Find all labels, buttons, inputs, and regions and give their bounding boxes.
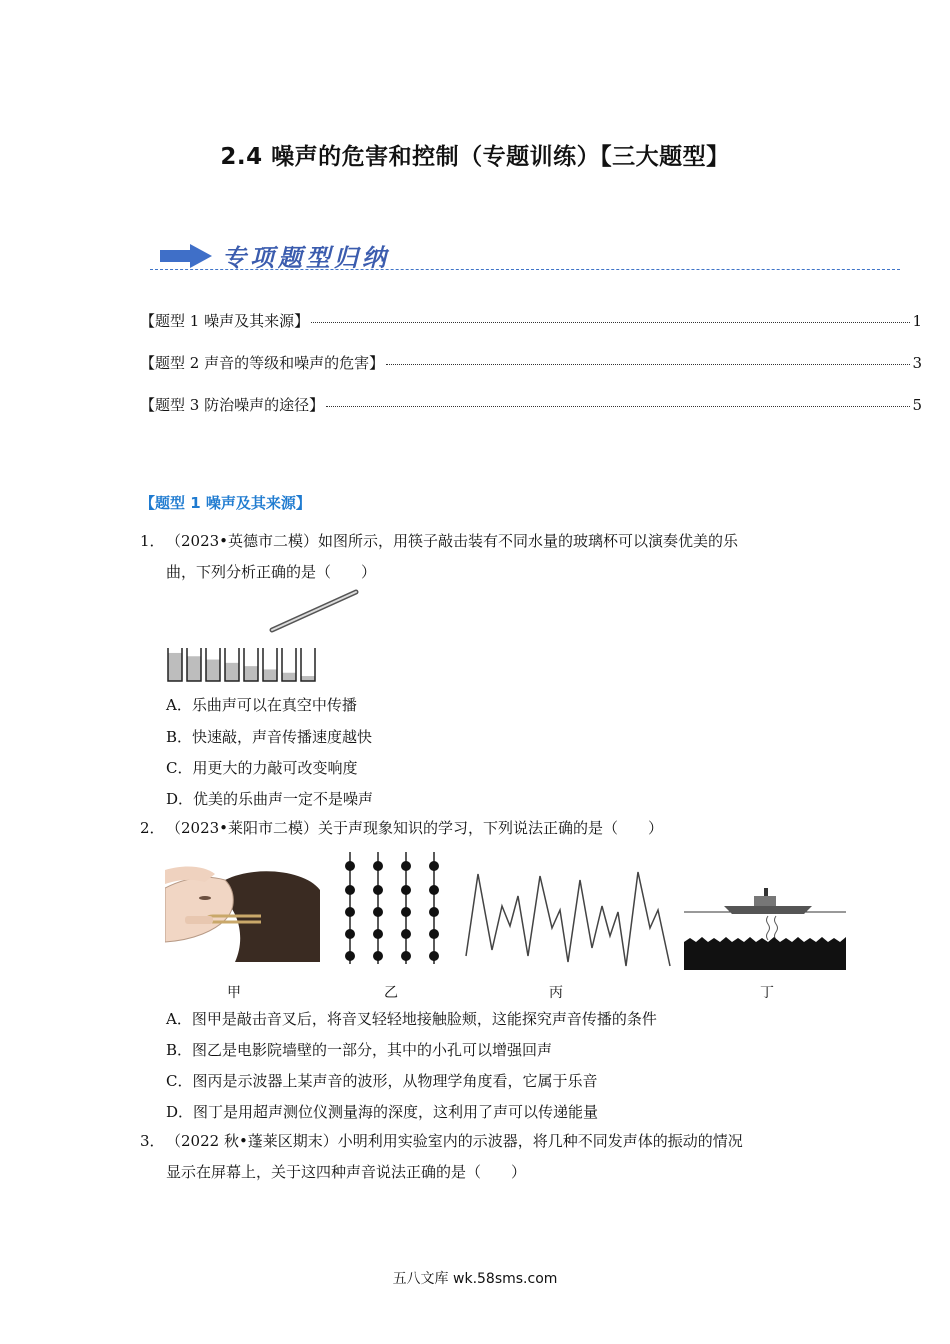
option-d[interactable]: D．图丁是用超声测位仪测量海的深度，这利用了声可以传递能量 [166,1103,599,1121]
question-number: 3． [140,1132,165,1150]
glass-water [263,669,277,681]
sonar-ship-figure [684,882,846,970]
page-title: 2.4 噪声的危害和控制（专题训练）【三大题型】 [220,144,730,170]
question-text-line2: 显示在屏幕上，关于这四种声音说法正确的是（ ） [166,1163,527,1181]
glass-row [168,648,315,681]
toc-entry[interactable] [140,352,922,373]
glass-water [244,666,258,681]
figure-label-bing: 丙 [549,985,563,1001]
question-3 [140,1126,820,1188]
question-2 [140,813,820,844]
option-b[interactable]: B．快速敲，声音传播速度越快 [166,728,373,746]
figure-label-yi: 乙 [384,985,398,1001]
toc-label: 【题型 3 防治噪声的途径】 [140,396,325,414]
wall-holes-figure [338,852,448,964]
option-c[interactable]: C．图丙是示波器上某声音的波形，从物理学角度看，它属于乐音 [166,1072,598,1090]
banner-divider [150,269,900,270]
question-1 [140,526,820,588]
glass-water [168,653,182,681]
toc-entry[interactable] [140,310,922,331]
toc-leader [326,406,910,407]
banner-title: 专项题型归纳 [222,243,390,272]
glass-water [282,673,296,681]
question-text-line2: 曲，下列分析正确的是（ ） [166,563,377,581]
toc-page: 1 [912,312,922,330]
option-b[interactable]: B．图乙是电影院墙壁的一部分，其中的小孔可以增强回声 [166,1041,553,1059]
toc-label: 【题型 2 声音的等级和噪声的危害】 [140,354,385,372]
question-number: 1． [140,532,165,550]
figure-label-jia: 甲 [227,985,241,1001]
toc-page: 3 [912,354,922,372]
option-a[interactable]: A．图甲是敲击音叉后，将音叉轻轻地接触脸颊，这能探究声音传播的条件 [166,1010,657,1028]
face-tuning-fork-figure [165,860,320,962]
toc-leader [311,322,910,323]
question-text-line1: （2023•英德市二模）如图所示，用筷子敲击装有不同水量的玻璃杯可以演奏优美的乐 [166,532,739,550]
toc-entry[interactable] [140,394,922,415]
glass-water [225,663,239,681]
glass-water [187,656,201,681]
toc-page: 5 [912,396,922,414]
option-d[interactable]: D．优美的乐曲声一定不是噪声 [166,790,374,808]
figure-label-ding: 丁 [760,985,774,1001]
option-a[interactable]: A．乐曲声可以在真空中传播 [166,696,357,714]
glass-cup [301,648,315,681]
question-number: 2． [140,819,165,837]
page-footer: 五八文库 wk.58sms.com [392,1271,558,1287]
question-text-line1: （2023•莱阳市二模）关于声现象知识的学习，下列说法正确的是（ ） [166,819,664,837]
section-heading: 【题型 1 噪声及其来源】 [140,494,311,512]
question-text-line1: （2022 秋•蓬莱区期末）小明利用实验室内的示波器，将几种不同发声体的振动的情况 [166,1132,743,1150]
option-c[interactable]: C．用更大的力敲可改变响度 [166,759,358,777]
toc-label: 【题型 1 噪声及其来源】 [140,312,310,330]
arrow-right-icon [160,244,212,268]
glass-water [206,660,220,681]
toc-leader [386,364,910,365]
noise-waveform-figure [462,866,672,970]
glasses-figure [160,588,370,684]
